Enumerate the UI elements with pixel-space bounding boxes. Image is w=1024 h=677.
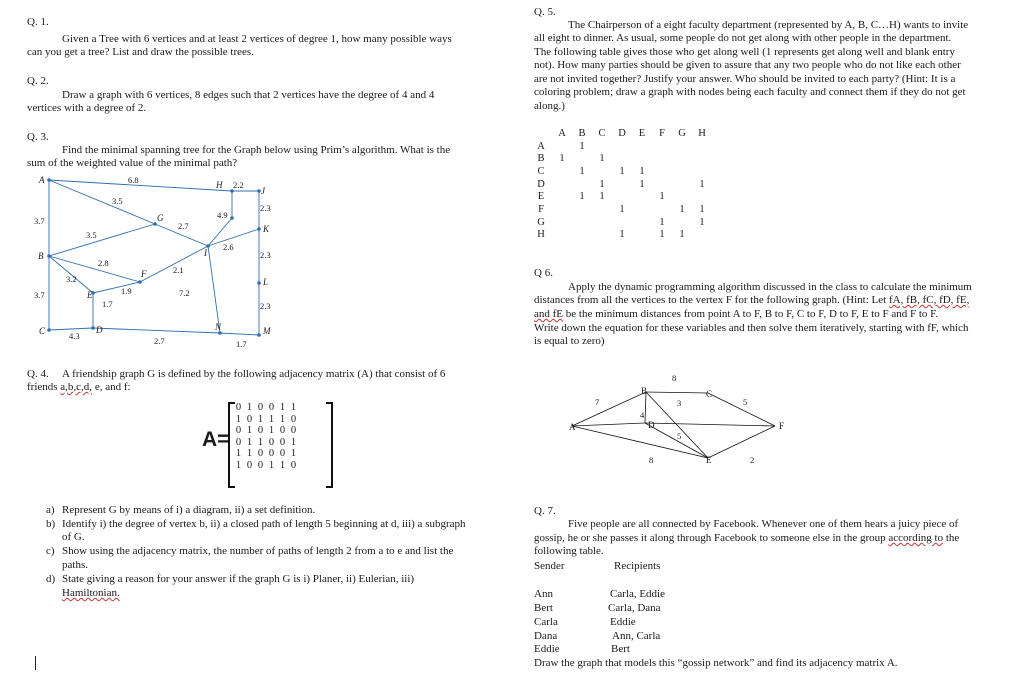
q1-text-line2: can you get a tree? List and draw the possible trees. — [27, 46, 254, 58]
column-header: B — [578, 127, 586, 139]
matrix-row — [233, 460, 299, 472]
q1-text-line1: Given a Tree with 6 vertices and at least 2 vertices of degree 1, how many possible ways — [62, 33, 452, 45]
matrix-cell: 0 — [246, 413, 253, 425]
matrix-cell: 0 — [290, 413, 297, 425]
q3-node-n: N — [215, 322, 222, 332]
q3-node-b: B — [38, 251, 44, 261]
q7-row-recipients: Carla, Dana — [608, 602, 661, 614]
q3-weight-hj: 2.2 — [233, 180, 244, 190]
q3-weight-ik: 2.6 — [223, 242, 234, 252]
matrix-cell: 0 — [235, 425, 242, 436]
matrix-cell: 0 — [257, 448, 264, 459]
q3-node-k: K — [263, 224, 270, 234]
table-cell — [612, 152, 632, 165]
q7-row-recipients: Carla, Eddie — [610, 588, 665, 600]
q4-text-line1: A friendship graph G is defined by the following adjacency matrix (A) that consist of 6 — [62, 368, 446, 380]
matrix-cell: 0 — [268, 436, 275, 448]
q6-weight-bc: 8 — [672, 373, 677, 383]
q3-node-d: D — [96, 325, 103, 335]
matrix-cell: 1 — [279, 459, 286, 471]
matrix-cell: 1 — [246, 425, 253, 436]
q3-weight-ab: 3.7 — [34, 216, 45, 226]
table-cell — [612, 190, 632, 203]
q3-weight-dn: 2.7 — [154, 336, 165, 346]
table-row — [530, 229, 712, 242]
table-cell: 1 — [559, 153, 565, 165]
table-row — [530, 203, 712, 216]
table-cell — [672, 165, 692, 178]
matrix-cell: 0 — [268, 448, 275, 459]
table-cell — [552, 165, 572, 178]
q7-row-sender: Dana — [534, 630, 558, 642]
table-cell — [552, 190, 572, 203]
text-cursor — [35, 656, 36, 670]
table-cell: 1 — [599, 178, 605, 190]
q3-node-m: M — [263, 326, 271, 336]
q3-text-line2: sum of the weighted value of the minimal path? — [27, 157, 238, 169]
table-row — [530, 165, 712, 178]
table-cell: 1 — [619, 203, 625, 215]
column-header: C — [598, 127, 606, 139]
matrix-row — [233, 402, 299, 414]
q4-item-c-cont: paths. — [62, 559, 88, 571]
q7-closing: Draw the graph that models this “gossip network” and find its adjacency matrix A. — [534, 657, 898, 669]
table-cell — [612, 216, 632, 229]
table-row — [530, 152, 712, 165]
q7-text-line1: Five people are all connected by Facebook. Whenever one of them hears a juicy piece of — [568, 518, 959, 530]
table-cell — [652, 140, 672, 153]
q5-text-line1: The Chairperson of a eight faculty department (represented by A, B, C…H) wants to invite — [568, 19, 969, 31]
matrix-cell: 1 — [235, 459, 242, 471]
q6-label: Q 6. — [534, 267, 553, 279]
q3-weight-bf: 2.8 — [98, 258, 109, 268]
q7-col-recipients: Recipients — [614, 560, 661, 572]
matrix-cell: 1 — [279, 402, 286, 413]
table-cell: 1 — [579, 165, 585, 177]
table-cell — [552, 178, 572, 191]
matrix-cell: 0 — [279, 448, 286, 459]
table-header-row — [530, 127, 712, 140]
q1-label: Q. 1. — [27, 16, 49, 28]
matrix-cell: 0 — [279, 436, 286, 448]
q4-item-d: d) — [46, 573, 56, 585]
table-row — [530, 178, 712, 191]
table-cell — [672, 178, 692, 191]
q4-item-b-text: Identify i) the degree of vertex b, ii) a closed path of length 5 beginning at d, iii) a subgraph — [62, 518, 466, 530]
q3-graph-vertices — [47, 178, 261, 337]
table-cell — [572, 216, 592, 229]
q4-item-d-cont: Hamiltonian. — [62, 587, 120, 599]
q3-node-f: F — [141, 269, 147, 279]
matrix-cell: 0 — [257, 459, 264, 471]
table-cell — [572, 203, 592, 216]
table-cell: 1 — [679, 229, 685, 241]
table-cell: 1 — [599, 191, 605, 203]
q3-weight-jk: 2.3 — [260, 203, 271, 213]
table-cell: 1 — [619, 229, 625, 241]
table-cell — [672, 216, 692, 229]
table-cell: 1 — [639, 165, 645, 177]
matrix-row — [233, 448, 299, 460]
table-cell: 1 — [599, 153, 605, 165]
q7-row-sender: Bert — [534, 602, 553, 614]
matrix-cell: 0 — [268, 402, 275, 413]
q5-text-line7: along.) — [534, 100, 565, 112]
q5-text-line4: not). How many parties should be given to assure that any two people who do not like each other — [534, 59, 961, 71]
q6-text-line2: distances from all the vertices to the vertex F for the following graph. (Hint: Let fA, fB, fC, fD, fE, — [534, 294, 970, 306]
table-cell — [672, 152, 692, 165]
q6-node-c: C — [706, 389, 713, 399]
matrix-cell: 0 — [290, 459, 297, 471]
q3-node-h: H — [216, 180, 223, 190]
table-cell — [552, 216, 572, 229]
q3-weight-ed: 1.7 — [102, 299, 113, 309]
q4-item-a: a) — [46, 504, 55, 516]
q4-item-b-cont: of G. — [62, 531, 85, 543]
q3-node-g: G — [157, 213, 164, 223]
q6-node-b: B — [641, 386, 648, 396]
column-header: A — [558, 127, 566, 139]
q6-node-e: E — [706, 455, 712, 465]
table-cell — [632, 190, 652, 203]
q6-text-line3: and fE be the minimum distances from point A to F, B to F, C to F, D to F, E to F and F to F. — [534, 308, 939, 320]
table-row — [530, 140, 712, 153]
matrix-cell: 0 — [279, 425, 286, 436]
table-cell: 1 — [639, 178, 645, 190]
matrix-cell: 0 — [235, 436, 242, 448]
matrix-cell: 0 — [257, 402, 264, 413]
matrix-cell: 1 — [268, 413, 275, 425]
q4-matrix-label: A= — [202, 428, 230, 451]
q6-weight-bd: 3 — [677, 398, 682, 408]
q6-weight-ae: 8 — [649, 455, 654, 465]
matrix-row — [233, 425, 299, 437]
q6-weight-df: 5 — [677, 431, 682, 441]
q5-text-line6: coloring problem; draw a graph with nodes being each faculty and connect them if they do not get — [534, 86, 966, 98]
table-cell — [572, 152, 592, 165]
q4-text-line2: friends a,b,c,d, e, and f: — [27, 381, 131, 393]
table-cell — [632, 216, 652, 229]
q6-weight-ab: 7 — [595, 397, 600, 407]
row-header: B — [537, 153, 545, 165]
row-header: F — [538, 203, 544, 215]
q7-col-sender: Sender — [534, 560, 565, 572]
table-row — [530, 216, 712, 229]
matrix-cell: 0 — [257, 425, 264, 436]
row-header: E — [537, 191, 545, 203]
q6-weight-de: 4 — [640, 410, 645, 420]
q7-row-sender: Eddie — [534, 643, 560, 655]
matrix-row — [233, 437, 299, 449]
q3-text-line1: Find the minimal spanning tree for the Graph below using Prim’s algorithm. What is the — [62, 144, 451, 156]
q4-label: Q. 4. — [27, 368, 49, 380]
table-row — [530, 190, 712, 203]
table-cell — [592, 229, 612, 242]
q4-item-b: b) — [46, 518, 56, 530]
row-header: D — [537, 178, 545, 190]
table-cell — [652, 203, 672, 216]
table-cell — [612, 140, 632, 153]
q3-weighted-graph — [25, 170, 295, 352]
table-cell: 1 — [699, 203, 705, 215]
q3-weight-nm: 1.7 — [236, 339, 247, 349]
q3-node-c: C — [39, 326, 46, 336]
q7-row-sender: Ann — [534, 588, 553, 600]
table-cell — [652, 178, 672, 191]
table-corner — [530, 127, 552, 140]
matrix-cell: 1 — [257, 436, 264, 448]
row-header: H — [537, 229, 545, 241]
table-cell — [552, 229, 572, 242]
table-cell — [692, 152, 712, 165]
table-cell — [652, 165, 672, 178]
q3-node-e: E — [87, 290, 93, 300]
table-cell — [592, 140, 612, 153]
table-cell — [592, 165, 612, 178]
table-cell — [692, 229, 712, 242]
q3-weight-in: 7.2 — [179, 288, 190, 298]
column-header: E — [638, 127, 646, 139]
q6-text-line5: is equal to zero) — [534, 335, 605, 347]
matrix-cell: 0 — [246, 459, 253, 471]
column-header: H — [698, 127, 706, 139]
q2-text-line2: vertices with a degree of 2. — [27, 102, 147, 114]
table-cell: 1 — [699, 216, 705, 228]
matrix-cell: 0 — [290, 425, 297, 436]
q3-weight-lm: 2.3 — [260, 301, 271, 311]
table-cell: 1 — [659, 216, 665, 228]
q4-item-d-text: State giving a reason for your answer if the graph G is i) Planer, ii) Eulerian, iii) — [62, 573, 415, 585]
q3-node-i: I — [204, 248, 207, 258]
q4-matrix-right-bracket — [326, 402, 333, 488]
matrix-cell: 1 — [268, 459, 275, 471]
table-cell — [672, 190, 692, 203]
q3-weight-ef: 1.9 — [121, 286, 132, 296]
q6-node-a: A — [569, 422, 576, 432]
matrix-cell: 1 — [268, 425, 275, 436]
q4-item-c: c) — [46, 545, 55, 557]
matrix-cell: 1 — [235, 448, 242, 459]
q5-text-line2: all eight to dinner. As usual, some people do not get along with other people in the department. — [534, 32, 952, 44]
table-cell: 1 — [699, 178, 705, 190]
table-cell — [632, 229, 652, 242]
q4-adjacency-matrix — [233, 402, 299, 471]
q6-node-f: F — [779, 421, 785, 431]
q3-weight-if: 2.1 — [173, 265, 184, 275]
table-cell: 1 — [579, 140, 585, 152]
q5-text-line5: are not invited together? Justify your answer. Who should be invited to each party? (Hint: It is a — [534, 73, 956, 85]
q3-node-l: L — [263, 277, 269, 287]
q3-weight-gi: 2.7 — [178, 221, 189, 231]
q3-weight-cd: 4.3 — [69, 331, 80, 341]
table-cell — [652, 152, 672, 165]
matrix-cell: 0 — [235, 402, 242, 413]
table-cell — [592, 216, 612, 229]
q3-weight-ah: 6.8 — [128, 175, 139, 185]
matrix-cell: 1 — [290, 436, 297, 448]
q3-label: Q. 3. — [27, 131, 49, 143]
table-cell — [592, 203, 612, 216]
q7-row-recipients: Ann, Carla — [612, 630, 661, 642]
q6-distance-graph — [560, 370, 800, 470]
table-cell — [572, 229, 592, 242]
matrix-cell: 1 — [257, 413, 264, 425]
q3-node-a: A — [39, 175, 45, 185]
q7-label: Q. 7. — [534, 505, 556, 517]
table-cell — [552, 203, 572, 216]
q6-node-d: D — [648, 420, 655, 430]
table-cell: 1 — [619, 165, 625, 177]
q5-label: Q. 5. — [534, 6, 556, 18]
table-cell — [572, 178, 592, 191]
q7-text-line2: gossip, he or she passes it along through Facebook to someone else in the group according to the — [534, 532, 960, 544]
matrix-row — [233, 414, 299, 426]
q3-weight-ag: 3.5 — [112, 196, 123, 206]
table-cell — [632, 203, 652, 216]
table-cell — [632, 152, 652, 165]
q5-get-along-table — [530, 127, 712, 241]
q6-weight-cf: 5 — [743, 397, 748, 407]
table-cell — [692, 165, 712, 178]
matrix-cell: 1 — [246, 436, 253, 448]
table-cell — [672, 140, 692, 153]
table-cell: 1 — [679, 203, 685, 215]
q6-text-line1: Apply the dynamic programming algorithm discussed in the class to calculate the minimum — [568, 281, 972, 293]
table-cell — [632, 140, 652, 153]
column-header: F — [659, 127, 665, 139]
q3-weight-bg: 3.5 — [86, 230, 97, 240]
q7-row-sender: Carla — [534, 616, 558, 628]
column-header: G — [678, 127, 686, 139]
q6-weight-ef: 2 — [750, 455, 755, 465]
table-cell — [552, 140, 572, 153]
q3-weight-kl: 2.3 — [260, 250, 271, 260]
q7-row-recipients: Bert — [611, 643, 630, 655]
column-header: D — [618, 127, 626, 139]
q3-weight-be: 3.2 — [66, 274, 77, 284]
q6-text-line4: Write down the equation for these variables and then solve them iteratively, starting with fF, which — [534, 322, 969, 334]
table-cell — [692, 190, 712, 203]
table-cell — [692, 140, 712, 153]
matrix-cell: 1 — [246, 402, 253, 413]
table-cell: 1 — [659, 191, 665, 203]
q3-weight-bc: 3.7 — [34, 290, 45, 300]
q2-text-line1: Draw a graph with 6 vertices, 8 edges such that 2 vertices have the degree of 4 and 4 — [62, 89, 435, 101]
matrix-cell: 1 — [235, 413, 242, 425]
table-cell: 1 — [659, 229, 665, 241]
q3-node-j: J — [261, 186, 265, 196]
matrix-cell: 1 — [290, 448, 297, 459]
row-header: A — [537, 140, 545, 152]
table-cell: 1 — [579, 191, 585, 203]
q2-label: Q. 2. — [27, 75, 49, 87]
table-cell — [612, 178, 632, 191]
q5-text-line3: The following table gives those who get along well (1 represents get along well and blank entry — [534, 46, 955, 58]
row-header: C — [537, 165, 545, 177]
matrix-cell: 1 — [279, 413, 286, 425]
q7-text-line3: following table. — [534, 545, 604, 557]
q4-item-a-text: Represent G by means of i) a diagram, ii) a set definition. — [62, 504, 316, 516]
matrix-cell: 1 — [290, 402, 297, 413]
q7-row-recipients: Eddie — [610, 616, 636, 628]
q3-weight-hi: 4.9 — [217, 210, 228, 220]
matrix-cell: 1 — [246, 448, 253, 459]
q4-item-c-text: Show using the adjacency matrix, the number of paths of length 2 from a to e and list the — [62, 545, 454, 557]
row-header: G — [537, 216, 545, 228]
